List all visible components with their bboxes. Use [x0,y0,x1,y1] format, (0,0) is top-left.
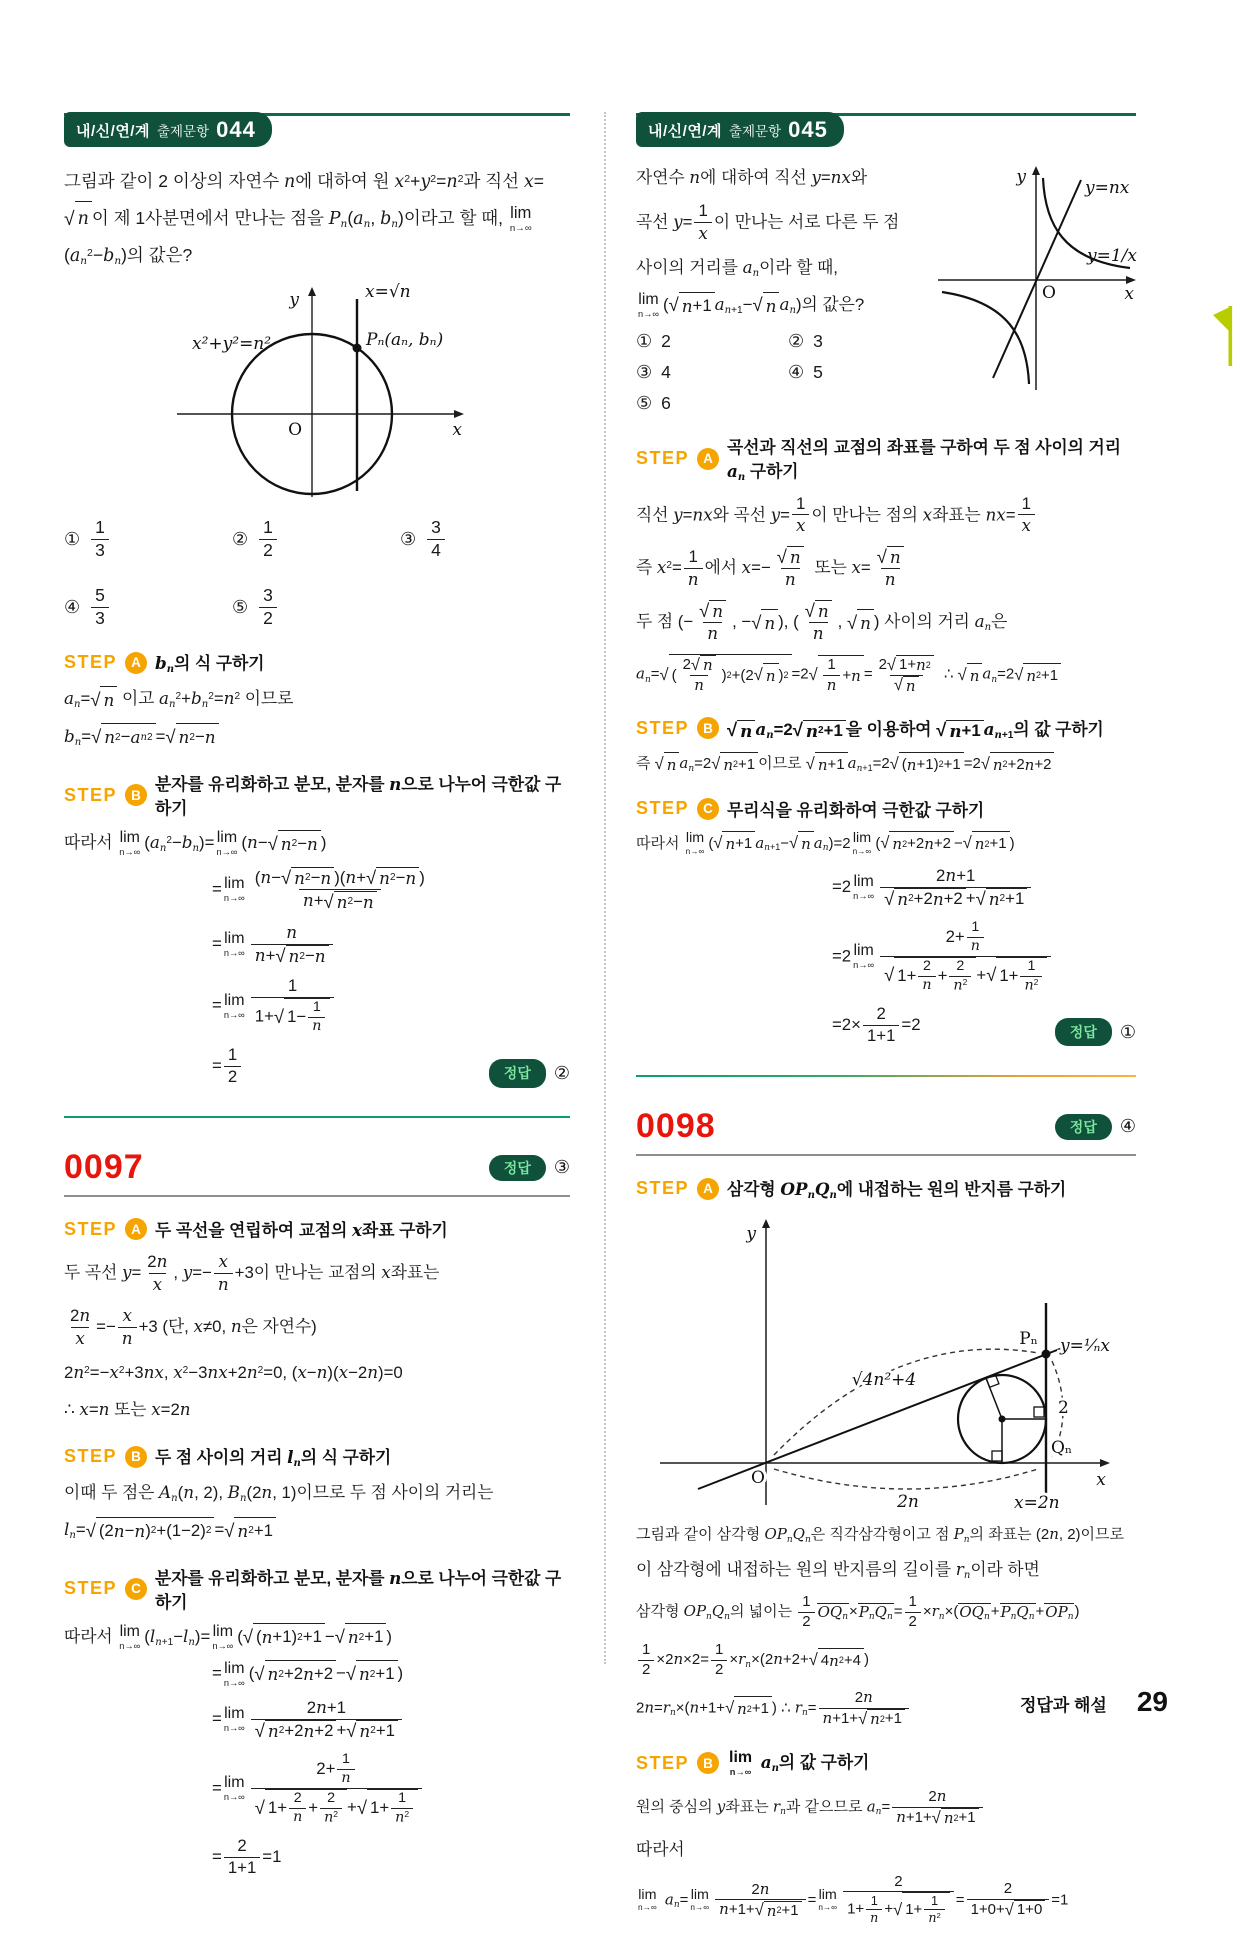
step-B: STEP B √ n $a_n=2$ √ n 2 +1 을 이용하여 √ n +1 $a_{n+1}$의 값 구하기 즉 √ n $a_n=2$ √ n 2 +1 이므로 √ n +1 $a_{n+1}=2$ √ ( n +1) 2 +1 =2 √ n 2 +2 n +2 [636,716,1136,777]
math-line: $a_n=$ √ ( 2 √ n n ) 2 +(2 √ n ) 2 =2 √ 1 n + n = 2 √ 1+ n 2 √ n ∴ √ n $a_n=2$ √ n 2 +1 [636,654,1136,696]
step-title: $b_n$의 식 구하기 [155,653,265,676]
math-line: =2 lim n→∞ 2n+1 √ n 2 +2 n +2 + √ n 2 +1 [832,865,1136,910]
math-line: 두 곡선 y= $\frac{2n}{x}$ , y=− $\frac{x}{n}$ +3이 만나는 교점의 x좌표는 [64,1251,440,1295]
step-C: STEP C 분자를 유리화하고 분모, 분자를 n으로 나누어 극한값 구하기 따라서 lim n→∞ $(l_{n+1}-l_n)=$ lim n→∞ ( √ ( n +1) 2 +1 − √ n 2 +1 ) = lim n→∞ ( √ n 2 +2 n +2 − √ n 2 +1 ) = lim n→∞ 2n+1 √ n 2 +2 n +2 + √ n 2 +1 = lim n→∞ 2+ $\frac{1}{n}$ √ 1+ 2 n + 2 $n^2$ + √ 1+ 1 $n^2$ = $\frac{2}{1+1}$ =1 [64,1565,570,1879]
choice-3: ③ 4 [636,362,671,383]
badge-type-label: 출제문항 [156,124,210,139]
bookmark-flag-icon [1212,306,1236,368]
x-axis-arrow [1100,1459,1110,1467]
step-B: STEP B 두 점 사이의 거리 $l_n$의 식 구하기 이때 두 점은 $A_n(n$, 2), $B_n(2n$, 1)이므로 두 점 사이의 거리는 $l_n=$ √ (2 n − n ) 2 +(1−2) 2 = √ n 2 +1 [64,1444,570,1545]
math-line: =2× $\frac{2}{1+1}$ =2 [832,1003,921,1045]
x-axis-label: x [1096,1470,1106,1491]
problem-045-badge [636,112,844,147]
math-line: 따라서 [636,1839,685,1859]
step-A: STEP A 삼각형 $OP_nQ_n$에 내접하는 원의 반지름 구하기 y x O Pₙ y=¹⁄ₙx √4n²+4 2 Qₙ 2n x=2n 그림과 같이 삼각형 $OP_nQ_n$은 직각삼각형이고 점 $P_n$의 좌표는 (2n, 2)이므로 이 삼각형에 내접하는 원의 반지름의 길이를 $r_n$이라 하면 삼각형 $OP_nQ_n$의 넓이는 $\frac{1}{2}$ $OQ_n\times P_nQ_n=$ $\frac{1}{2}$ $\times r_n\times(OQ_n+P_nQ_n+OP_n)$ $\frac{1}{2}$ ×2n×2= $\frac{1}{2}$ $\times r_n\times(2n+2+$ √ 4 n 2 +4 ) $2n=r_n\times(n+1+$ √ n 2 +1 ) ∴ $r_n=$ 2n n+1+ √ n 2 +1 [636,1176,1136,1729]
problem-0098-header [636,1107,1136,1156]
math-line: $2n^2=-x^2+3nx$, $x^2-3nx+2n^2=0$, (x−n)(x−2n)=0 [64,1362,403,1383]
step-letter-icon: B [125,784,147,806]
vline-equation-label: x=2n [1014,1493,1060,1514]
math-line: $a_n=$ √ n 이고 $a_n^2+b_n^2=n^2$ 이므로 [64,685,570,714]
answer-choice-number: ① [1119,1021,1136,1042]
answer-choices-045 [636,331,936,414]
choice-2: ② 3 [788,331,823,352]
math-line: = $\frac{1}{2}$ [212,1045,479,1088]
math-line: = lim n→∞ 2+ $\frac{1}{n}$ √ 1+ 2 n + 2 $n^2$ + √ 1+ 1 $n^2$ [212,1751,570,1827]
y-axis-arrow [308,287,316,296]
right-angle-mark [992,1451,1002,1461]
y-axis-label: y [746,1224,756,1245]
math-line: = lim n→∞ (n− √ n 2 − n )(n+ √ n 2 − n ) n+ √ n 2 − n [212,866,425,912]
step-A: STEP A 두 곡선을 연립하여 교점의 x좌표 구하기 두 곡선 y= $\frac{2n}{x}$ , y=− $\frac{x}{n}$ +3이 만나는 교점의 x좌표는 $\frac{2n}{x}$ =− $\frac{x}{n}$ +3 (단, x≠0, n은 자연수) $2n^2=-x^2+3nx$, $x^2-3nx+2n^2=0$, (x−n)(x−2n)=0 ∴ x=n 또는 x=2n [64,1217,570,1424]
problem-044-header [64,112,570,154]
math-line: = lim n→∞ 2n+1 √ n 2 +2 n +2 + √ n 2 +1 [212,1697,570,1742]
math-line: 즉 √ n $a_n=2$ √ n 2 +1 이므로 √ n +1 $a_{n+1}=2$ √ ( n +1) 2 +1 =2 √ n 2 +2 n +2 [636,751,1136,777]
origin-label: O [751,1468,765,1489]
answer-badge: 정답 [489,1059,546,1087]
footer-page-number: 29 [1136,1686,1168,1717]
choice-4: ④ $\frac{5}{3}$ [64,585,232,630]
x-axis-label: x [452,419,462,440]
math-line: 이 삼각형에 내접하는 원의 반지름의 길이를 $r_n$이라 하면 [636,1559,1040,1582]
problem-0097 [64,1148,570,1878]
problem-statement-line: 곡선 y= $\frac{1}{x}$ 이 만나는 서로 다른 두 점 [636,200,900,243]
line-y-nx [993,180,1081,378]
math-line: $\frac{1}{2}$ ×2n×2= $\frac{1}{2}$ $\times r_n\times(2n+2+$ √ 4 n 2 +4 ) [636,1641,1136,1680]
math-line: 따라서 lim n→∞ $(a_n^2-b_n)=$ lim n→∞ (n− √ n 2 − n ) [64,829,327,858]
circle-equation-label: x²+y²=n² [192,333,272,354]
math-line: 그림과 같이 삼각형 $OP_nQ_n$은 직각삼각형이고 점 $P_n$의 좌표는 (2n, 2)이므로 [636,1525,1125,1545]
badge-series-label: 내/신/연/계 [648,122,722,140]
math-line: = lim n→∞ ( √ n 2 +2 n +2 − √ n 2 +1 ) [212,1659,404,1688]
problem-statement-line: lim n→∞ ( √ n +1 $a_{n+1}-$ √ n $a_n$)의 값은? [638,290,865,319]
math-line: =2 lim n→∞ 2+ $\frac{1}{n}$ √ 1+ 2 n + 2 $n^2$ + √ 1+ 1 $n^2$ [832,919,1136,995]
answer-badge: 정답 [489,1155,546,1181]
dashed-leader-hypotenuse [774,1349,1038,1455]
problem-statement: 그림과 같이 2 이상의 자연수 n에 대하여 원 $x^2+y^2=n^2$과 직선 x= √ n 이 제 1사분면에서 만나는 점을 $P_n(a_n$, $b_n$)이라고 할 때, lim n→∞ $(a_n^2-b_n)$의 값은? [64,171,545,267]
step-A [64,650,570,751]
math-line: = lim n→∞ n n+ √ n 2 − n [212,922,570,968]
footer-title: 정답과 해설 [1020,1696,1107,1715]
answer-045 [1055,1018,1136,1047]
hypotenuse-length-label: √4n²+4 [851,1370,917,1391]
math-line: 따라서 lim n→∞ $(l_{n+1}-l_n)=$ lim n→∞ ( √ ( n +1) 2 +1 − √ n 2 +1 ) [64,1622,393,1651]
step-word: STEP [64,652,118,673]
step-A: STEP A 곡선과 직선의 교점의 좌표를 구하여 두 점 사이의 거리 $a_n$ 구하기 직선 y=nx와 곡선 y= $\frac{1}{x}$ 이 만나는 점의 x좌표는 nx= $\frac{1}{x}$ 즉 $x^2=$ $\frac{1}{n}$ 에서 x=− √ n n 또는 x= √ n n 두 점 (− √ n n , − √ n ), ( √ n n , √ n ) 사이의 거리 $a_n$은 $a_n=$ √ ( 2 √ n n ) 2 +(2 √ n ) 2 =2 √ 1 n + n = 2 √ 1+ n 2 √ n ∴ √ n $a_n=2$ √ n 2 +1 [636,434,1136,695]
origin-label: O [1042,283,1056,303]
problem-045 [636,112,1136,1047]
problem-statement-line: 사이의 거리를 $a_n$이라 할 때, [636,256,838,279]
problem-0098 [636,1107,1136,1927]
figure-triangle-incircle-diagram [636,1211,1136,1513]
math-line: ∴ x=n 또는 x=2n [64,1399,191,1420]
badge-problem-number: 044 [216,117,256,142]
base-length-label: 2n [897,1492,919,1513]
point-Qn-label: Qₙ [1051,1438,1073,1459]
point-label: Pₙ(aₙ, bₙ) [366,329,444,350]
math-line: 삼각형 $OP_nQ_n$의 넓이는 $\frac{1}{2}$ $OQ_n\times P_nQ_n=$ $\frac{1}{2}$ $\times r_n\times(OQ_n+P_nQ_n+OP_n)$ [636,1593,1080,1631]
answer-choice-number: ② [553,1063,570,1084]
right-angle-mark [1034,1407,1044,1417]
math-line: = $\frac{2}{1+1}$ =1 [212,1835,282,1877]
figure-circle-diagram [64,279,570,501]
choice-2: ② $\frac{1}{2}$ [232,517,400,562]
problem-045-header [636,112,1136,154]
problem-number: 0098 [636,1107,716,1146]
x-axis-arrow [1126,276,1136,284]
step-title: 분자를 유리화하고 분모, 분자를 n으로 나누어 극한값 구하기 [155,774,562,819]
answer-choice-number: ③ [553,1157,570,1178]
answer-0097 [489,1155,570,1181]
origin-label: O [288,419,302,440]
math-line: $2n=r_n\times(n+1+$ √ n 2 +1 ) ∴ $r_n=$ 2n n+1+ √ n 2 +1 [636,1688,1136,1729]
page-footer [1020,1686,1168,1718]
x-axis-label: x [1124,284,1134,304]
y-axis-label: y [289,289,299,310]
x-axis-arrow [454,410,464,418]
choice-1: ① 2 [636,331,671,352]
badge-problem-number: 045 [788,117,828,142]
step-B: STEP B lim n→∞ $a_n$의 값 구하기 원의 중심의 y좌표는 $r_n$과 같으므로 $a_n=$ 2n n+1+ √ n 2 +1 따라서 lim n→∞ $a_n=$ lim n→∞ 2n n+1+ √ n 2 +1 = lim n→∞ 2 1+ $\frac{1}{n}$ + √ 1+ 1 $n^2$ = 2 1+0+ √ 1+0 =1 [636,1749,1136,1927]
answer-choices-044 [64,517,570,631]
point-Pn [1042,1350,1051,1359]
point-Pn-label: Pₙ [1019,1329,1038,1350]
math-line: 원의 중심의 y좌표는 $r_n$과 같으므로 $a_n=$ 2n n+1+ √ n 2 +1 [636,1787,1136,1828]
choice-5: ⑤ 6 [636,393,671,414]
curve-equation-label: y=1/x [1087,246,1137,266]
choice-4: ④ 5 [788,362,823,383]
math-line: lim n→∞ $a_n=$ lim n→∞ 2n n+1+ √ n 2 +1 = lim n→∞ 2 1+ $\frac{1}{n}$ + √ 1+ 1 $n^2$ = 2 1+0+ √ 1+0 =1 [638,1872,1069,1927]
math-line: = lim n→∞ 1 1+ √ 1− 1 n [212,976,570,1036]
line-equation-label: y=nx [1085,178,1130,198]
math-line: 즉 $x^2=$ $\frac{1}{n}$ 에서 x=− √ n n 또는 x= √ n n [636,546,1136,591]
math-line: 따라서 lim n→∞ ( √ n +1 $a_{n+1}-$ √ n $a_n)=2$ lim n→∞ ( √ n 2 +2 n +2 − √ n 2 +1 ) [636,830,1015,856]
answer-0098 [1055,1114,1136,1140]
dashed-leader-base [774,1469,1038,1489]
section-separator [64,1116,570,1119]
y-axis-arrow [762,1219,770,1228]
math-line: 두 점 (− √ n n , − √ n ), ( √ n n , √ n ) 사이의 거리 $a_n$은 [636,600,1008,644]
math-line: $l_n=$ √ (2 n − n ) 2 +(1−2) 2 = √ n 2 +1 [64,1516,570,1545]
choice-1: ① $\frac{1}{3}$ [64,517,232,562]
problem-0097-header [64,1148,570,1197]
height-label: 2 [1058,1398,1069,1419]
math-line: $\frac{2n}{x}$ =− $\frac{x}{n}$ +3 (단, x≠0, n은 자연수) [70,1305,317,1349]
triangle-diagram-svg [646,1211,1126,1513]
math-line: 직선 y=nx와 곡선 y= $\frac{1}{x}$ 이 만나는 점의 x좌표는 nx= $\frac{1}{x}$ [636,494,1136,538]
y-axis-label: y [1016,167,1026,187]
choice-3: ③ $\frac{3}{4}$ [400,517,570,562]
step-word: STEP [64,784,118,805]
hyperbola-branch-3 [942,292,1029,384]
problem-044 [64,112,570,1088]
section-separator [636,1075,1136,1078]
step-C: STEP C 무리식을 유리화하여 극한값 구하기 따라서 lim n→∞ ( √ n +1 $a_{n+1}-$ √ n $a_n)=2$ lim n→∞ ( √ n 2 +2 n +2 − √ n 2 +1 ) =2 lim n→∞ 2n+1 √ n 2 +2 n +2 + √ n 2 +1 =2 lim n→∞ 2+ $\frac{1}{n}$ √ 1+ 2 n + 2 $n^2$ + √ 1+ 1 $n^2$ =2× $\frac{2}{1+1}$ =2 정답 ① [636,798,1136,1045]
figure-hyperbola-diagram [930,160,1142,395]
problem-number: 0097 [64,1148,144,1187]
step-B [64,771,570,1088]
line-equation-label: x=√n [365,281,411,302]
problem-044-badge [64,112,272,147]
math-line: $b_n=$ √ n 2 − a n 2 = √ n 2 − n [64,723,570,752]
circle-diagram-svg [152,279,482,501]
step-letter-icon: A [125,652,147,674]
hyperbola-diagram-svg [930,160,1142,395]
badge-series-label: 내/신/연/계 [76,122,150,140]
y-axis-arrow [1032,166,1040,175]
answer-choice-number: ④ [1119,1116,1136,1137]
column-divider [604,112,606,1664]
answer-badge: 정답 [1055,1018,1112,1046]
answer-badge: 정답 [1055,1114,1112,1140]
math-line: 이때 두 점은 $A_n(n$, 2), $B_n(2n$, 1)이므로 두 점 사이의 거리는 [64,1482,494,1505]
badge-type-label: 출제문항 [728,124,782,139]
choice-5: ⑤ $\frac{3}{2}$ [232,585,400,630]
answer-044 [489,1059,570,1088]
line-equation-label: y=¹⁄ₙx [1060,1336,1110,1357]
point-Pn [353,343,362,352]
problem-statement-line: 자연수 n에 대하여 직선 y=nx와 [636,167,868,187]
